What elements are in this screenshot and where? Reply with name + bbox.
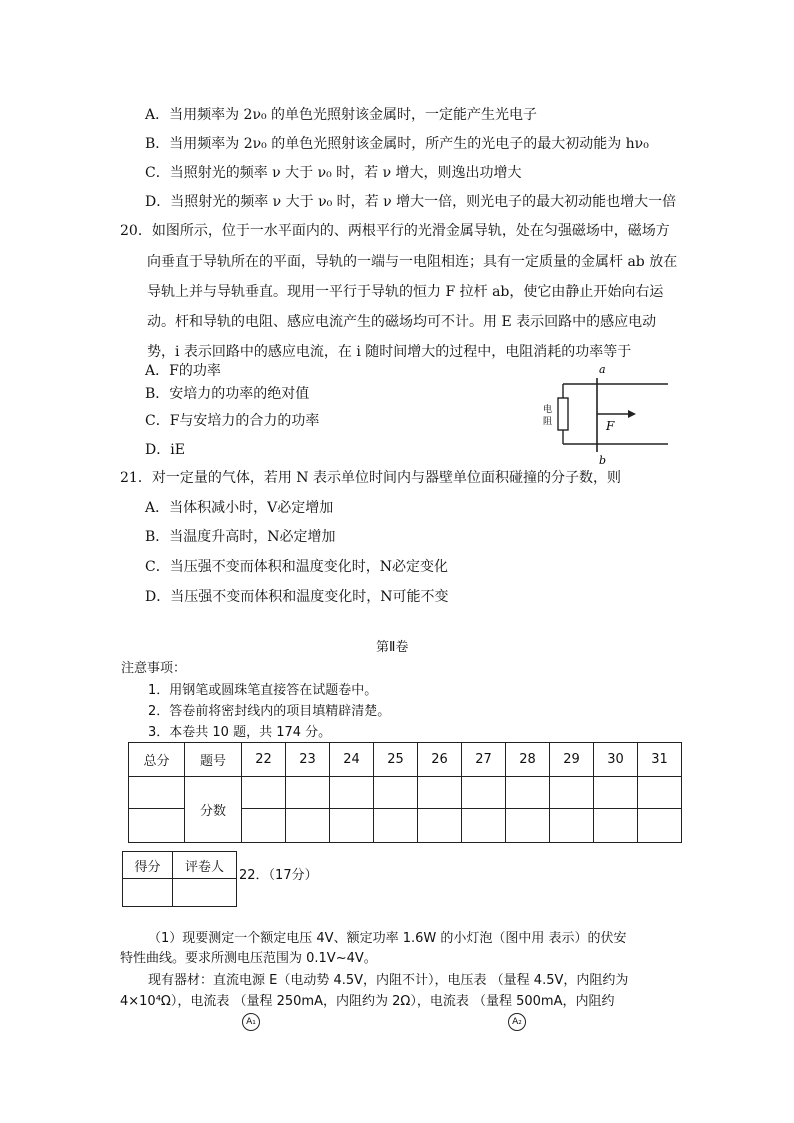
note-3: 3．本卷共 10 题，共 174 分。 <box>148 725 332 740</box>
label-a: a <box>599 363 606 376</box>
q22-p2-line-2: 4×10⁴Ω），电流表 （量程 250mA，内阻约为 2Ω），电流表 （量程 500mA，内阻约 <box>120 994 615 1009</box>
q22-p1-line-1: （1）现要测定一个额定电压 4V、额定功率 1.6W 的小灯泡（图中用 表示）的伏安 <box>148 931 627 946</box>
q19-option-b: B．当用频率为 2ν₀ 的单色光照射该金属时，所产生的光电子的最大初动能为 hν₀ <box>145 136 649 152</box>
q21-option-c: C．当压强不变而体积和温度变化时，N必定变化 <box>145 559 448 575</box>
q20-stem-line-5: 势，i 表示回路中的感应电流，在 i 随时间增大的过程中，电阻消耗的功率等于 <box>147 344 632 360</box>
grader-table <box>122 851 237 907</box>
label-f: F <box>606 419 615 433</box>
total-header: 总分 <box>129 743 185 777</box>
q20-stem-line-3: 导轨上并与导轨垂直。现用一平行于导轨的恒力 F 拉杆 ab，使它由静止开始向右运 <box>147 284 664 300</box>
score-table <box>128 742 682 843</box>
qnum-27: 27 <box>462 743 506 777</box>
part2-title: 第Ⅱ卷 <box>376 640 409 655</box>
q21-option-a: A．当体积减小时，V必定增加 <box>145 500 334 516</box>
q22-p2-line-1: 现有器材：直流电源 E（电动势 4.5V，内阻不计），电压表 （量程 4.5V，内阻约为 <box>148 973 629 988</box>
score-label: 分数 <box>185 777 242 843</box>
resistor-label-2: 阻 <box>543 417 553 427</box>
q20-stem-line-2: 向垂直于导轨所在的平面，导轨的一端与一电阻相连；具有一定质量的金属杆 ab 放在 <box>147 254 678 270</box>
grader-cell[interactable] <box>173 879 237 907</box>
q21-stem: 21．对一定量的气体，若用 N 表示单位时间内与器壁单位面积碰撞的分子数，则 <box>120 470 621 486</box>
qnum-31: 31 <box>638 743 682 777</box>
q20-stem-line-1: 20．如图所示，位于一水平面内的、两根平行的光滑金属导轨，处在匀强磁场中，磁场方 <box>120 223 670 239</box>
ammeter-a1-icon: A₁ <box>242 1013 260 1031</box>
note-2: 2．答卷前将密封线内的项目填精辟清楚。 <box>148 704 391 719</box>
resistor-label-1: 电 <box>543 405 553 415</box>
qnum-29: 29 <box>550 743 594 777</box>
qnum-24: 24 <box>330 743 374 777</box>
qnum-25: 25 <box>374 743 418 777</box>
qnum-26: 26 <box>418 743 462 777</box>
qnum-30: 30 <box>594 743 638 777</box>
ammeter-a2-icon: A₂ <box>508 1013 526 1031</box>
q19-option-c: C．当照射光的频率 ν 大于 ν₀ 时，若 ν 增大，则逸出功增大 <box>145 165 522 181</box>
grader-header: 评卷人 <box>173 852 237 879</box>
q22-p1-line-2: 特性曲线。要求所测电压范围为 0.1V~4V。 <box>120 951 377 966</box>
q20-option-b: B．安培力的功率的绝对值 <box>145 386 310 402</box>
note-1: 1．用钢笔或圆珠笔直接答在试题卷中。 <box>148 683 378 698</box>
q22-heading: 22．（17分） <box>239 868 318 883</box>
total-cell-2[interactable] <box>129 809 185 843</box>
total-cell-1[interactable] <box>129 777 185 809</box>
resistor <box>558 398 568 430</box>
q20-circuit-figure <box>543 363 678 468</box>
q21-option-b: B．当温度升高时，N必定增加 <box>145 529 336 545</box>
q20-option-d: D．iE <box>145 442 185 458</box>
got-score-header: 得分 <box>123 852 173 879</box>
q20-stem-line-4: 动。杆和导轨的电阻、感应电流产生的磁场均可不计。用 E 表示回路中的感应电动 <box>147 314 657 330</box>
notes-title: 注意事项： <box>121 661 187 676</box>
qnum-22: 22 <box>242 743 286 777</box>
q19-option-a: A．当用频率为 2ν₀ 的单色光照射该金属时，一定能产生光电子 <box>145 107 538 123</box>
qnum-header: 题号 <box>185 743 242 777</box>
q20-option-a: A．F的功率 <box>145 363 221 379</box>
qnum-23: 23 <box>286 743 330 777</box>
q19-option-d: D．当照射光的频率 ν 大于 ν₀ 时，若 ν 增大一倍，则光电子的最大初动能也增大一倍 <box>145 194 677 210</box>
qnum-28: 28 <box>506 743 550 777</box>
q20-option-c: C．F与安培力的合力的功率 <box>145 413 320 429</box>
got-score-cell[interactable] <box>123 879 173 907</box>
label-b: b <box>599 454 607 467</box>
q21-option-d: D．当压强不变而体积和温度变化时，N可能不变 <box>145 589 449 605</box>
